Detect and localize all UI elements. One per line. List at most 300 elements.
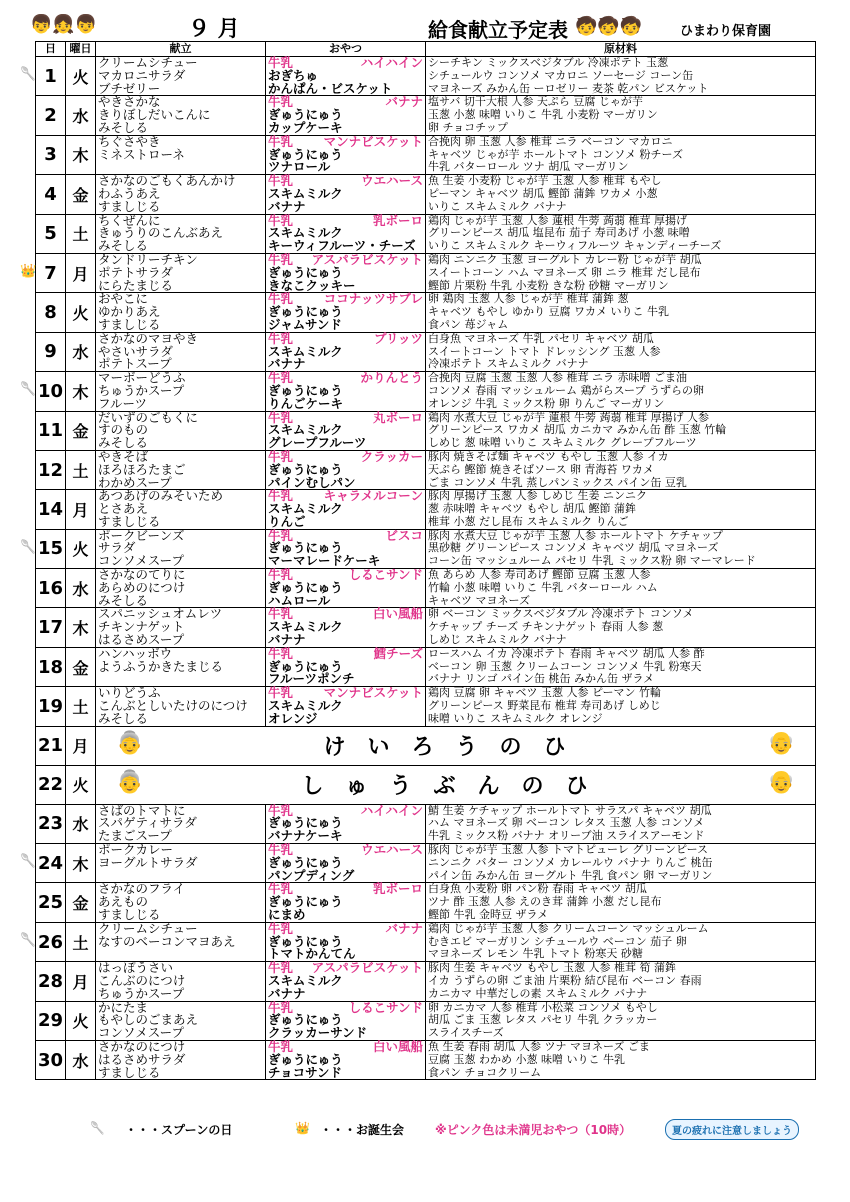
ingredient-line: スライスチーズ [428, 1026, 504, 1040]
table-row [36, 883, 816, 922]
menu-item: おやこに [98, 291, 149, 307]
weekday-cell: 土 [66, 214, 96, 253]
ingredients-cell [426, 450, 816, 489]
day-number: 21 [36, 726, 66, 765]
snack-item: ツナロール [268, 159, 331, 175]
ingredient-line: 鰹節 片栗粉 牛乳 小麦粉 きな粉 砂糖 マーガリン [428, 278, 669, 292]
menu-item: はるさめスープ [98, 632, 185, 648]
table-row [36, 135, 816, 174]
weekday-cell: 水 [66, 804, 96, 843]
ingredient-line: 鰹節 牛乳 金時豆 ザラメ [428, 908, 549, 922]
spoon-icon: 🥄 [20, 932, 37, 948]
ingredients-cell [426, 922, 816, 961]
day-number: 2 [44, 105, 57, 127]
milk-label: 牛乳 [268, 1038, 294, 1054]
spoon-icon: 🥄 [20, 854, 37, 870]
weekday-cell: 金 [66, 175, 96, 214]
ingredient-line: グリーンピース ワカメ 胡瓜 カニカマ みかん缶 酢 玉葱 竹輪 [428, 423, 727, 437]
snack-item: バナナ [268, 985, 306, 1001]
ingredient-line: イカ うずらの卵 ごま油 片栗粉 結び昆布 ベーコン 春雨 [428, 974, 702, 987]
ingredient-line: 卵 鶏肉 玉葱 人参 じゃが芋 椎茸 蒲鉾 葱 [428, 292, 629, 306]
weekday-cell: 金 [66, 647, 96, 686]
menu-cell [96, 490, 266, 529]
weekday-cell: 火 [66, 1001, 96, 1040]
ingredient-line: 鶏肉 豆腐 卵 キャベツ 玉葱 人参 ピーマン 竹輪 [428, 686, 662, 700]
snack-item: スキムミルク [268, 973, 343, 988]
snack-item: ぎゅうにゅう [268, 264, 343, 280]
ingredients-cell [426, 253, 816, 292]
menu-item: あつあげのみそいため [98, 488, 224, 504]
day-cell [36, 687, 66, 726]
snack-cell [266, 608, 426, 647]
menu-item: コンソメスープ [98, 553, 185, 569]
menu-item: はっぽうさい [98, 960, 174, 976]
table-row [36, 450, 816, 489]
day-cell [36, 135, 66, 174]
day-cell [20, 372, 66, 411]
day-cell [36, 490, 66, 529]
snack-cell [266, 332, 426, 371]
table-row [36, 608, 816, 647]
day-number: 19 [38, 695, 64, 717]
day-cell [20, 57, 66, 96]
ingredient-line: 豚肉 厚揚げ 玉葱 人参 しめじ 生姜 ニンニク [428, 489, 647, 503]
menu-item: コンソメスープ [98, 1025, 185, 1041]
snack-item: ぎゅうにゅう [268, 1012, 343, 1028]
menu-item: さかなのマヨやき [98, 330, 199, 346]
page-header [30, 8, 820, 42]
day-cell [36, 569, 66, 608]
weekday-cell: 土 [66, 687, 96, 726]
menu-item: なすのベーコンマヨあえ [98, 933, 236, 949]
ingredient-line: マヨネーズ みかん缶 ーロゼリー 麦茶 乾パン ビスケット [428, 81, 709, 95]
table-row [36, 490, 816, 529]
menu-item: すましじる [98, 316, 161, 332]
spoon-icon: 🥄 [20, 382, 37, 398]
milk-label: 牛乳 [268, 606, 294, 622]
snack-cell [266, 1001, 426, 1040]
menu-cell [96, 804, 266, 843]
ingredients-cell [426, 1040, 816, 1079]
menu-cell [96, 214, 266, 253]
weekday-cell: 木 [66, 135, 96, 174]
ingredient-line: 胡瓜 ごま 玉葱 レタス パセリ 牛乳 クラッカー [428, 1013, 658, 1027]
ingredients-cell [426, 647, 816, 686]
day-number: 15 [38, 538, 64, 560]
ingredient-line: いりこ スキムミルク バナナ [428, 199, 567, 213]
day-number: 1 [44, 65, 57, 87]
toddler-snack: ハイハイン [360, 55, 423, 70]
ingredient-line: いりこ スキムミルク キーウィフルーツ キャンディーチーズ [428, 239, 722, 253]
menu-item: いりどうふ [98, 685, 161, 701]
toddler-snack: 白い風船 [372, 1038, 423, 1054]
ingredient-line: 牛乳 ミックス粉 バナナ オリーブ油 スライスアーモンド [428, 829, 705, 843]
menu-item: ちゅうかスープ [98, 985, 185, 1001]
legend-footer [35, 1117, 815, 1147]
crown-icon: 👑 [20, 263, 37, 279]
milk-label: 牛乳 [268, 173, 294, 189]
day-number: 24 [38, 852, 64, 874]
weekday-cell: 月 [66, 726, 96, 765]
weekday-cell: 水 [66, 569, 96, 608]
day-cell [36, 608, 66, 647]
menu-item: こんぶのにつけ [98, 973, 186, 988]
snack-item: チョコサンド [268, 1064, 343, 1080]
menu-cell [96, 57, 266, 96]
table-row [36, 844, 816, 883]
menu-item: さばのトマトに [98, 802, 186, 818]
snack-item: スキムミルク [268, 225, 343, 241]
weekday-cell: 火 [66, 57, 96, 96]
table-row [36, 293, 816, 332]
weekday-cell: 水 [66, 1040, 96, 1079]
ingredient-line: 魚 生姜 春雨 胡瓜 人参 ツナ マヨネーズ ごま [428, 1039, 650, 1053]
snack-item: りんごケーキ [268, 395, 344, 411]
day-number: 4 [44, 183, 57, 205]
menu-item: ほろほろたまご [98, 461, 186, 477]
snack-item: バナナケーキ [268, 828, 343, 844]
day-number: 10 [38, 380, 64, 402]
menu-item: みそしる [98, 435, 149, 451]
day-cell [36, 411, 66, 450]
day-number: 3 [44, 144, 57, 166]
children-illustration-icon: 👦👧👦 [30, 14, 98, 35]
menu-item: ポテトサラダ [98, 264, 173, 280]
holiday-name: しゅうぶんのひ [301, 774, 610, 800]
ingredient-line: シチュールウ コンソメ マカロニ ソーセージ コーン缶 [428, 68, 694, 82]
holiday-row [36, 765, 816, 804]
toddler-snack: マンナビスケット [323, 685, 423, 701]
menu-item: ポークビーンズ [98, 527, 185, 543]
snack-item: オレンジ [268, 710, 318, 726]
milk-label: 牛乳 [268, 685, 294, 701]
menu-item: ブチゼリー [98, 80, 161, 96]
menu-item: もやしのごまあえ [98, 1012, 199, 1028]
menu-item: かにたま [98, 999, 149, 1015]
day-cell [20, 253, 66, 292]
snack-item: キーウィフルーツ・チーズ [268, 238, 416, 254]
menu-item: みそしる [98, 592, 149, 608]
crown-icon: 👑 [295, 1121, 310, 1135]
ingredient-line: グリーンピース 胡瓜 塩昆布 茄子 寿司あげ 小葱 味噌 [428, 226, 690, 240]
menu-cell [96, 253, 266, 292]
snack-item: スキムミルク [268, 422, 343, 438]
ingredient-line: ツナ 酢 玉葱 人参 えのき茸 蒲鉾 小葱 だし昆布 [428, 895, 662, 909]
day-number: 8 [44, 302, 57, 324]
day-number: 23 [38, 813, 64, 835]
table-row [36, 332, 816, 371]
table-row [36, 253, 816, 292]
menu-item: スパゲティサラダ [98, 815, 197, 831]
toddler-snack: 乳ボーロ [372, 212, 423, 228]
menu-cell [96, 608, 266, 647]
ingredient-line: ケチャップ チーズ チキンナゲット 春雨 人参 葱 [428, 620, 664, 634]
table-row [36, 1040, 816, 1079]
header-snack: おやつ [266, 42, 426, 57]
day-cell [36, 332, 66, 371]
table-row [36, 1001, 816, 1040]
snack-item: スキムミルク [268, 501, 343, 517]
toddler-snack: キャラメルコーン [323, 488, 423, 504]
menu-item: ヨーグルトサラダ [98, 854, 198, 870]
menu-item: ポークカレー [98, 842, 174, 858]
snack-item: パインむしパン [268, 474, 356, 490]
menu-item: すのもの [98, 422, 149, 438]
snack-cell [266, 922, 426, 961]
ingredient-line: ロースハム イカ 冷凍ポテト 春雨 キャベツ 胡瓜 人参 酢 [428, 646, 705, 660]
ingredient-line: 豚肉 じゃが芋 玉葱 人参 トマトピューレ グリーンピース [428, 843, 709, 857]
menu-item: クリームシチュー [98, 920, 198, 936]
ingredient-line: 椎茸 小葱 だし昆布 スキムミルク りんご [428, 514, 629, 528]
ingredient-line: 黒砂糖 グリーンピース コンソメ キャベツ 胡瓜 マヨネーズ [428, 541, 719, 555]
snack-item: スキムミルク [268, 698, 343, 714]
snack-item: ハムロール [268, 592, 331, 608]
snack-cell [266, 687, 426, 726]
toddler-snack: アスパラビスケット [311, 251, 423, 267]
ingredient-line: 鯖 生姜 ケチャップ ホールトマト サラスパ キャベツ 胡瓜 [428, 803, 712, 817]
snack-item: スキムミルク [268, 619, 343, 635]
birthday-legend: ・・・お誕生会 [320, 1123, 405, 1137]
menu-item: ハンハッボウ [98, 645, 173, 661]
snack-item: にまめ [268, 907, 306, 923]
menu-item: タンドリーチキン [98, 251, 198, 267]
milk-label: 牛乳 [268, 330, 294, 346]
ingredient-line: スイートコーン ハム マヨネーズ 卵 ニラ 椎茸 だし昆布 [428, 265, 701, 279]
ingredients-cell [426, 490, 816, 529]
menu-item: ちぐさやき [98, 133, 161, 149]
toddler-snack: 白い風船 [372, 606, 423, 622]
weekday-cell: 土 [66, 450, 96, 489]
snack-item: ぎゅうにゅう [268, 894, 343, 910]
day-cell [20, 529, 66, 568]
menu-item: すましじる [98, 907, 161, 923]
menu-item: さかなのにつけ [98, 1038, 186, 1054]
menu-item: あえもの [98, 894, 149, 910]
milk-label: 牛乳 [268, 842, 294, 858]
day-cell [36, 450, 66, 489]
table-row [36, 922, 816, 961]
snack-item: カップケーキ [268, 119, 343, 135]
snack-item: ぎゅうにゅう [268, 382, 343, 398]
ingredient-line: スイートコーン トマト ドレッシング 玉葱 人参 [428, 344, 661, 358]
ingredient-line: ニンニク バター コンソメ カレールウ バナナ りんご 桃缶 [428, 855, 713, 869]
day-number: 17 [38, 617, 64, 639]
table-row [36, 372, 816, 411]
milk-label: 牛乳 [268, 448, 294, 464]
snack-cell [266, 569, 426, 608]
ingredient-line: コーン缶 マッシュルーム パセリ 牛乳 ミックス粉 卵 マーマレード [428, 554, 756, 568]
people-illustration-icon: 👵 [116, 730, 144, 756]
menu-table [20, 41, 816, 1080]
snack-cell [266, 883, 426, 922]
milk-label: 牛乳 [268, 881, 294, 897]
ingredient-line: 葱 赤味噌 キャベツ もやし 胡瓜 鰹節 蒲鉾 [428, 502, 636, 516]
people-illustration-icon: 👴 [767, 730, 795, 756]
snack-cell [266, 411, 426, 450]
snack-item: ぎゅうにゅう [268, 933, 343, 949]
menu-item: すましじる [98, 1064, 161, 1080]
toddler-snack: 丸ボーロ [372, 409, 423, 425]
spoon-icon: 🥄 [20, 539, 37, 555]
ingredient-line: しめじ スキムミルク バナナ [428, 633, 567, 647]
menu-item: きゅうりのこんぶあえ [98, 225, 224, 241]
milk-label: 牛乳 [268, 488, 294, 504]
day-number: 26 [38, 931, 64, 953]
table-row [36, 411, 816, 450]
ingredients-cell [426, 372, 816, 411]
ingredient-line: 豚肉 生姜 キャベツ もやし 玉葱 人参 椎茸 筍 蒲鉾 [428, 961, 676, 975]
ingredient-line: 玉葱 小葱 味噌 いりこ 牛乳 小麦粉 マーガリン [428, 108, 658, 122]
snack-item: グレープフルーツ [268, 435, 367, 451]
menu-item: やきそば [98, 448, 149, 464]
ingredient-line: ピーマン キャベツ 胡瓜 鰹節 蒲鉾 ワカメ 小葱 [428, 186, 658, 200]
milk-label: 牛乳 [268, 960, 294, 976]
snack-item: バナナ [268, 356, 306, 372]
ingredient-line: 卵 カニカマ 人参 椎茸 小松菜 コンソメ もやし [428, 1000, 658, 1014]
snack-item: ぎゅうにゅう [268, 304, 343, 320]
snack-item: きなこクッキー [268, 277, 356, 293]
day-number: 14 [38, 498, 64, 520]
holiday-row [36, 726, 816, 765]
ingredient-line: グリーンピース 野菜昆布 椎茸 寿司あげ しめじ [428, 699, 661, 713]
ingredient-line: シーチキン ミックスベジタブル 冷凍ポテト 玉葱 [428, 56, 669, 69]
menu-item: わかめスープ [98, 474, 172, 490]
weekday-cell: 月 [66, 253, 96, 292]
weekday-cell: 金 [66, 883, 96, 922]
table-row [36, 569, 816, 608]
menu-cell [96, 293, 266, 332]
kids-illustration-icon: 🧒🧒🧒 [575, 16, 643, 37]
milk-label: 牛乳 [268, 527, 294, 543]
snack-item: ぎゅうにゅう [268, 854, 343, 870]
day-cell [36, 214, 66, 253]
snack-item: おぎちゅ [268, 67, 319, 83]
toddler-snack: ビスコ [385, 527, 423, 543]
toddler-snack: ハイハイン [360, 802, 423, 818]
ingredients-cell [426, 57, 816, 96]
weekday-cell: 火 [66, 293, 96, 332]
snack-item: パンプディング [268, 867, 355, 883]
ingredient-line: ハム マヨネーズ 卵 ベーコン レタス 玉葱 人参 コンソメ [428, 816, 705, 830]
snack-item: バナナ [268, 632, 306, 648]
day-cell [36, 962, 66, 1001]
menu-cell [96, 1040, 266, 1079]
menu-cell [96, 647, 266, 686]
snack-cell [266, 1040, 426, 1079]
snack-item: かんぱん・ビスケット [268, 80, 393, 96]
menu-item: みそしる [98, 238, 149, 254]
toddler-snack: ココナッツサブレ [323, 291, 423, 307]
ingredient-line: しめじ 葱 味噌 いりこ スキムミルク グレープフルーツ [428, 436, 697, 450]
milk-label: 牛乳 [268, 645, 294, 661]
ingredients-cell [426, 844, 816, 883]
snack-item: ぎゅうにゅう [268, 146, 343, 162]
ingredient-line: 食パン 苺ジャム [428, 317, 509, 331]
snack-item: フルーツポンチ [268, 671, 355, 687]
ingredient-line: 卵 ベーコン ミックスベジタブル 冷凍ポテト コンソメ [428, 607, 694, 621]
weekday-cell: 木 [66, 844, 96, 883]
ingredients-cell [426, 135, 816, 174]
spoon-icon: 🥄 [90, 1121, 105, 1135]
snack-cell [266, 529, 426, 568]
snack-item: マーマレードケーキ [268, 553, 381, 569]
people-illustration-icon: 👵 [116, 769, 144, 795]
milk-label: 牛乳 [268, 999, 294, 1015]
milk-label: 牛乳 [268, 291, 294, 307]
ingredient-line: 塩サバ 切干大根 人参 天ぷら 豆腐 じゃが芋 [428, 95, 643, 109]
menu-cell [96, 844, 266, 883]
ingredients-cell [426, 529, 816, 568]
snack-cell [266, 135, 426, 174]
menu-cell [96, 922, 266, 961]
ingredients-cell [426, 293, 816, 332]
header-day: 日 [36, 42, 66, 57]
table-row [36, 214, 816, 253]
menu-item: はるさめサラダ [98, 1051, 186, 1067]
ingredients-cell [426, 687, 816, 726]
day-cell [36, 1001, 66, 1040]
menu-item: やきさかな [98, 94, 161, 110]
ingredient-line: バナナ リンゴ パイン缶 桃缶 みかん缶 ザラメ [428, 672, 655, 686]
table-row [36, 647, 816, 686]
snack-item: ぎゅうにゅう [268, 540, 343, 556]
spoon-day-legend: ・・・スプーンの日 [125, 1123, 233, 1137]
menu-cell [96, 135, 266, 174]
ingredient-line: 牛乳 バターロール ツナ 胡瓜 マーガリン [428, 160, 629, 174]
day-number: 7 [44, 262, 57, 284]
menu-item: ちくぜんに [98, 212, 161, 228]
table-row [36, 529, 816, 568]
menu-item: ちゅうかスープ [98, 382, 185, 398]
weekday-cell: 火 [66, 529, 96, 568]
snack-item: ジャムサンド [268, 316, 342, 332]
ingredient-line: 鶏肉 水煮大豆 じゃが芋 蓮根 牛蒡 蒟蒻 椎茸 厚揚げ 人参 [428, 410, 709, 424]
menu-item: さかなのフライ [98, 881, 186, 897]
ingredients-cell [426, 883, 816, 922]
table-row [36, 57, 816, 96]
snack-item: ぎゅうにゅう [268, 1051, 343, 1067]
menu-cell [96, 962, 266, 1001]
snack-cell [266, 175, 426, 214]
menu-cell [96, 529, 266, 568]
toddler-snack: ウエハース [361, 842, 423, 858]
snack-item: クラッカーサンド [268, 1025, 368, 1041]
ingredient-line: オレンジ 牛乳 ミックス粉 卵 りんご マーガリン [428, 396, 665, 410]
snack-item: ぎゅうにゅう [268, 461, 343, 477]
holiday-name: けいろうのひ [323, 735, 588, 761]
milk-label: 牛乳 [268, 133, 294, 149]
ingredients-cell [426, 569, 816, 608]
day-number: 25 [38, 892, 64, 914]
weekday-cell: 水 [66, 332, 96, 371]
holiday-cell [96, 726, 816, 765]
weekday-cell: 月 [66, 490, 96, 529]
snack-cell [266, 253, 426, 292]
menu-item: マーボーどうふ [98, 370, 186, 386]
menu-item: ポテトスープ [98, 356, 172, 372]
ingredient-line: 鶏肉 ニンニク 玉葱 ヨーグルト カレー粉 じゃが芋 胡瓜 [428, 252, 702, 266]
snack-item: バナナ [268, 198, 306, 214]
day-cell [20, 922, 66, 961]
ingredient-line: 豚肉 水煮大豆 じゃが芋 玉葱 人参 ホールトマト ケチャップ [428, 528, 723, 542]
day-number: 11 [38, 420, 64, 442]
milk-label: 牛乳 [268, 409, 294, 425]
table-row [36, 175, 816, 214]
menu-item: サラダ [98, 540, 136, 556]
snack-cell [266, 372, 426, 411]
table-row [36, 962, 816, 1001]
menu-cell [96, 687, 266, 726]
